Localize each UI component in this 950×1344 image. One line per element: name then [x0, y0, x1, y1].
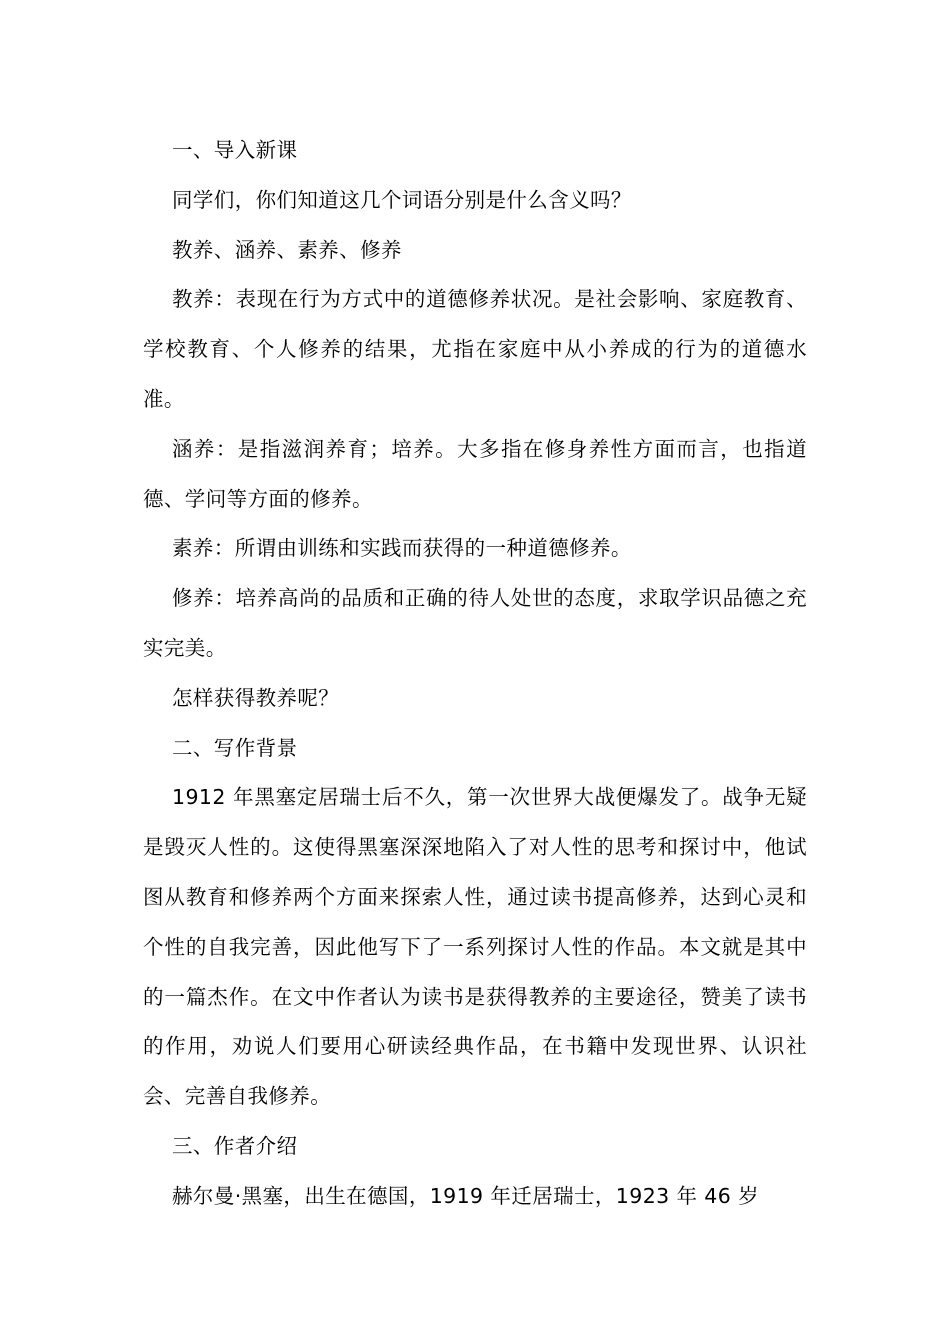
section-heading-intro: 一、导入新课 [172, 138, 298, 162]
paragraph-jiaoyang: 教养：表现在行为方式中的道德修养状况。是社会影响、家庭教育、学校教育、个人修养的结果，尤指在家庭中从小养成的行为的道德水准。 [143, 287, 807, 411]
section-heading-author: 三、作者介绍 [172, 1133, 298, 1158]
paragraph-background: 1912 年黑塞定居瑞士后不久，第一次世界大战便爆发了。战争无疑是毁灭人性的。这使得黑塞深深地陷入了对人性的思考和探讨中，他试图从教育和修养两个方面来探索人性，通过读书提高修养，达到心灵和个性的自我完善，因此他写下了一系列探讨人性的作品。本文就是其中的一篇杰作。在文中作者认为读书是获得教养的主要途径，赞美了读书的作用，劝说人们要用心研读经典作品，在书籍中发现世界、认识社会、完善自我修养。 [143, 785, 807, 1109]
paragraph-hanyang: 涵养：是指滋润养育；培养。大多指在修身养性方面而言，也指道德、学问等方面的修养。 [143, 436, 807, 511]
paragraph-author: 赫尔曼·黑塞，出生在德国，1919 年迁居瑞士，1923 年 46 岁 [172, 1183, 760, 1208]
paragraph-suyang: 素养：所谓由训练和实践而获得的一种道德修养。 [172, 536, 632, 561]
document-page [143, 126, 807, 1222]
section-heading-background: 二、写作背景 [172, 735, 298, 760]
paragraph-xiuyang: 修养：培养高尚的品质和正确的待人处世的态度，求取学识品德之充实完美。 [143, 586, 807, 660]
paragraph-how-question: 怎样获得教养呢？ [172, 685, 340, 710]
paragraph-question: 同学们，你们知道这几个词语分别是什么含义吗？ [172, 187, 632, 212]
paragraph-word-list: 教养、涵养、素养、修养 [172, 237, 402, 262]
